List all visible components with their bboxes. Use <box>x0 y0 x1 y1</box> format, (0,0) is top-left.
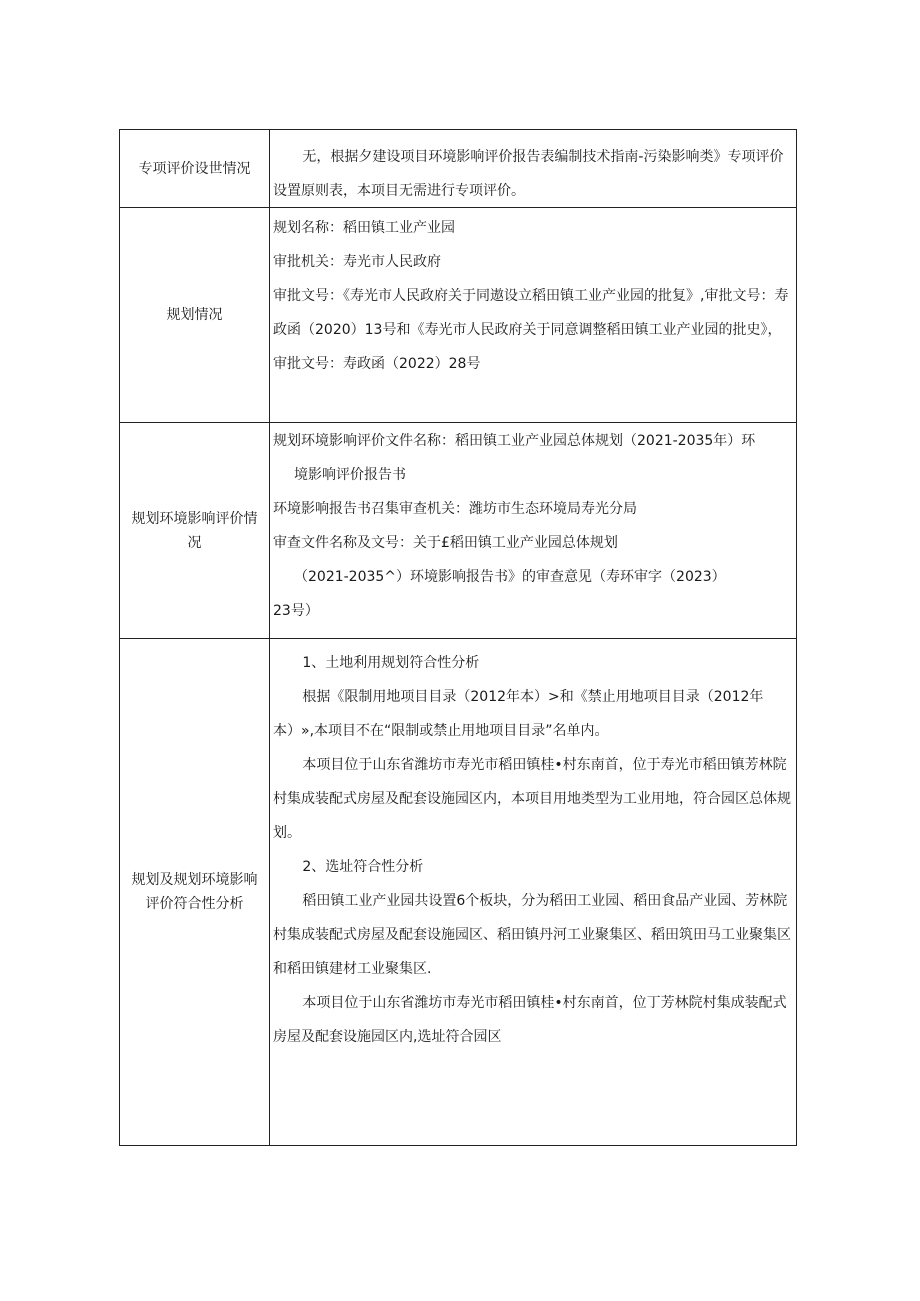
paragraph: 本项目位于山东省潍坊市寿光市稻田镇桂•村东南首，位于寿光市稻田镇芳林院村集成装配式房屋及配套设施园区内，本项目用地类型为工业用地，符合园区总体规划。 <box>273 757 791 841</box>
document-table <box>119 129 797 1146</box>
table-row <box>120 208 796 423</box>
paragraph: 规划环境影响评价文件名称：稻田镇工业产业园总体规划（2021-2035年）环 <box>273 433 756 449</box>
paragraph: 规划名称：稻田镇工业产业园 <box>273 220 455 236</box>
table-row <box>120 423 796 639</box>
paragraph: 2、选址符合性分析 <box>302 859 424 875</box>
table-row <box>120 639 796 1145</box>
paragraph: 审查文件名称及文号：关于£稻田镇工业产业园总体规划 <box>273 535 618 551</box>
paragraph: 根据《限制用地项目目录（2012年本）>和《禁止用地项目目录（2012年本）»,本项目不在“限制或禁止用地项目目录”名单内。 <box>273 689 764 739</box>
paragraph: 1、土地利用规划符合性分析 <box>302 655 480 671</box>
row-content <box>271 208 796 422</box>
paragraph: （2021-2035^）环境影响报告书》的审查意见（寿环审字（2023） <box>294 569 726 585</box>
row-label: 规划环境影响评价情况 <box>120 423 270 638</box>
row-content <box>271 130 796 207</box>
paragraph: 23号） <box>273 603 319 619</box>
row-content <box>271 639 796 1145</box>
row-label: 规划及规划环境影响评价符合性分析 <box>120 639 270 1145</box>
paragraph: 环境影响报告书召集审查机关：潍坊市生态环境局寿光分局 <box>273 501 637 517</box>
paragraph: 境影响评价报告书 <box>294 467 406 483</box>
paragraph: 无，根据夕建设项目环境影响评价报告表编制技术指南-污染影响类》专项评价设置原则表，本项目无需进行专项评价。 <box>273 149 784 199</box>
paragraph: 审批机关：寿光市人民政府 <box>273 254 441 270</box>
paragraph: 稻田镇工业产业园共设置6个板块，分为稻田工业园、稻田食品产业园、芳林院村集成装配式房屋及配套设施园区、稻田镇丹河工业聚集区、稻田筑田马工业聚集区和稻田镇建材工业聚集区. <box>273 893 791 977</box>
row-content <box>271 423 796 638</box>
table-row <box>120 130 796 208</box>
paragraph: 审批文号：《寿光市人民政府关于同遨设立稻田镇工业产业园的批复》,审批文号：寿政函（2020）13号和《寿光市人民政府关于同意调整稻田镇工业产业园的批史》，审批文号：寿政函（2022）28号 <box>273 288 789 372</box>
row-label: 专项评价设世情况 <box>120 130 270 207</box>
row-label: 规划情况 <box>120 208 270 422</box>
paragraph: 本项目位于山东省潍坊市寿光市稻田镇桂•村东南首，位丁芳林院村集成装配式房屋及配套设施园区内,选址符合园区 <box>273 995 787 1045</box>
